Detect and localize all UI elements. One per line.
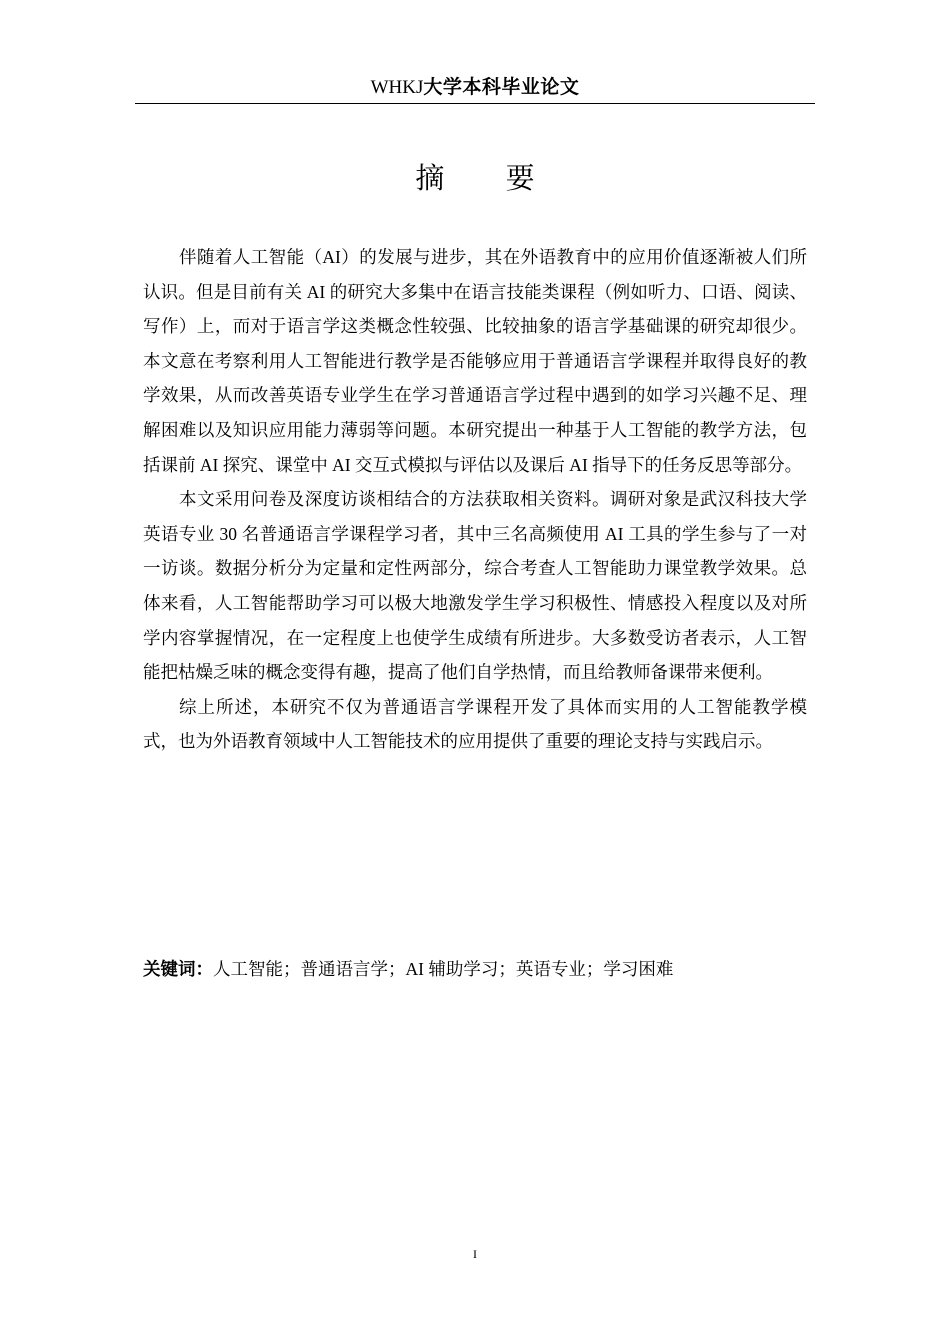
abstract-title: 摘 要: [415, 161, 561, 195]
header-school-code: WHKJ: [370, 77, 424, 98]
keywords-text: 人工智能；普通语言学；AI 辅助学习；英语专业；学习困难: [213, 959, 674, 979]
page-header: [135, 74, 815, 101]
abstract-paragraph-3: 综上所述，本研究不仅为普通语言学课程开发了具体而实用的人工智能教学模式，也为外语教育领域中人工智能技术的应用提供了重要的理论支持与实践启示。: [143, 696, 807, 752]
header-title-suffix: 大学本科毕业论文: [423, 76, 580, 98]
keywords-line: [143, 955, 807, 984]
header-rule: [135, 103, 815, 104]
abstract-paragraph-2: 本文采用问卷及深度访谈相结合的方法获取相关资料。调研对象是武汉科技大学英语专业 30 名普通语言学课程学习者，其中三名高频使用 AI 工具的学生参与了一对一访谈。数据分析分为定量和定性两部分，综合考查人工智能助力课堂教学效果。总体来看，人工智能帮助学习可以极大地激发学生学习积极性、情感投入程度以及对所学内容掌握情况，在一定程度上也使学生成绩有所进步。大多数受访者表示，人工智能把枯燥乏味的概念变得有趣，提高了他们自学热情，而且给教师备课带来便利。: [143, 489, 807, 683]
page-number: I: [473, 1247, 477, 1261]
abstract-paragraph-1: 伴随着人工智能（AI）的发展与进步，其在外语教育中的应用价值逐渐被人们所认识。但是目前有关 AI 的研究大多集中在语言技能类课程（例如听力、口语、阅读、写作）上，而对于语言学这类概念性较强、比较抽象的语言学基础课的研究却很少。本文意在考察利用人工智能进行教学是否能够应用于普通语言学课程并取得良好的教学效果，从而改善英语专业学生在学习普通语言学过程中遇到的如学习兴趣不足、理解困难以及知识应用能力薄弱等问题。本研究提出一种基于人工智能的教学方法，包括课前 AI 探究、课堂中 AI 交互式模拟与评估以及课后 AI 指导下的任务反思等部分。: [143, 247, 807, 475]
abstract-body: [143, 240, 807, 759]
keywords-label: 关键词：: [143, 960, 213, 980]
